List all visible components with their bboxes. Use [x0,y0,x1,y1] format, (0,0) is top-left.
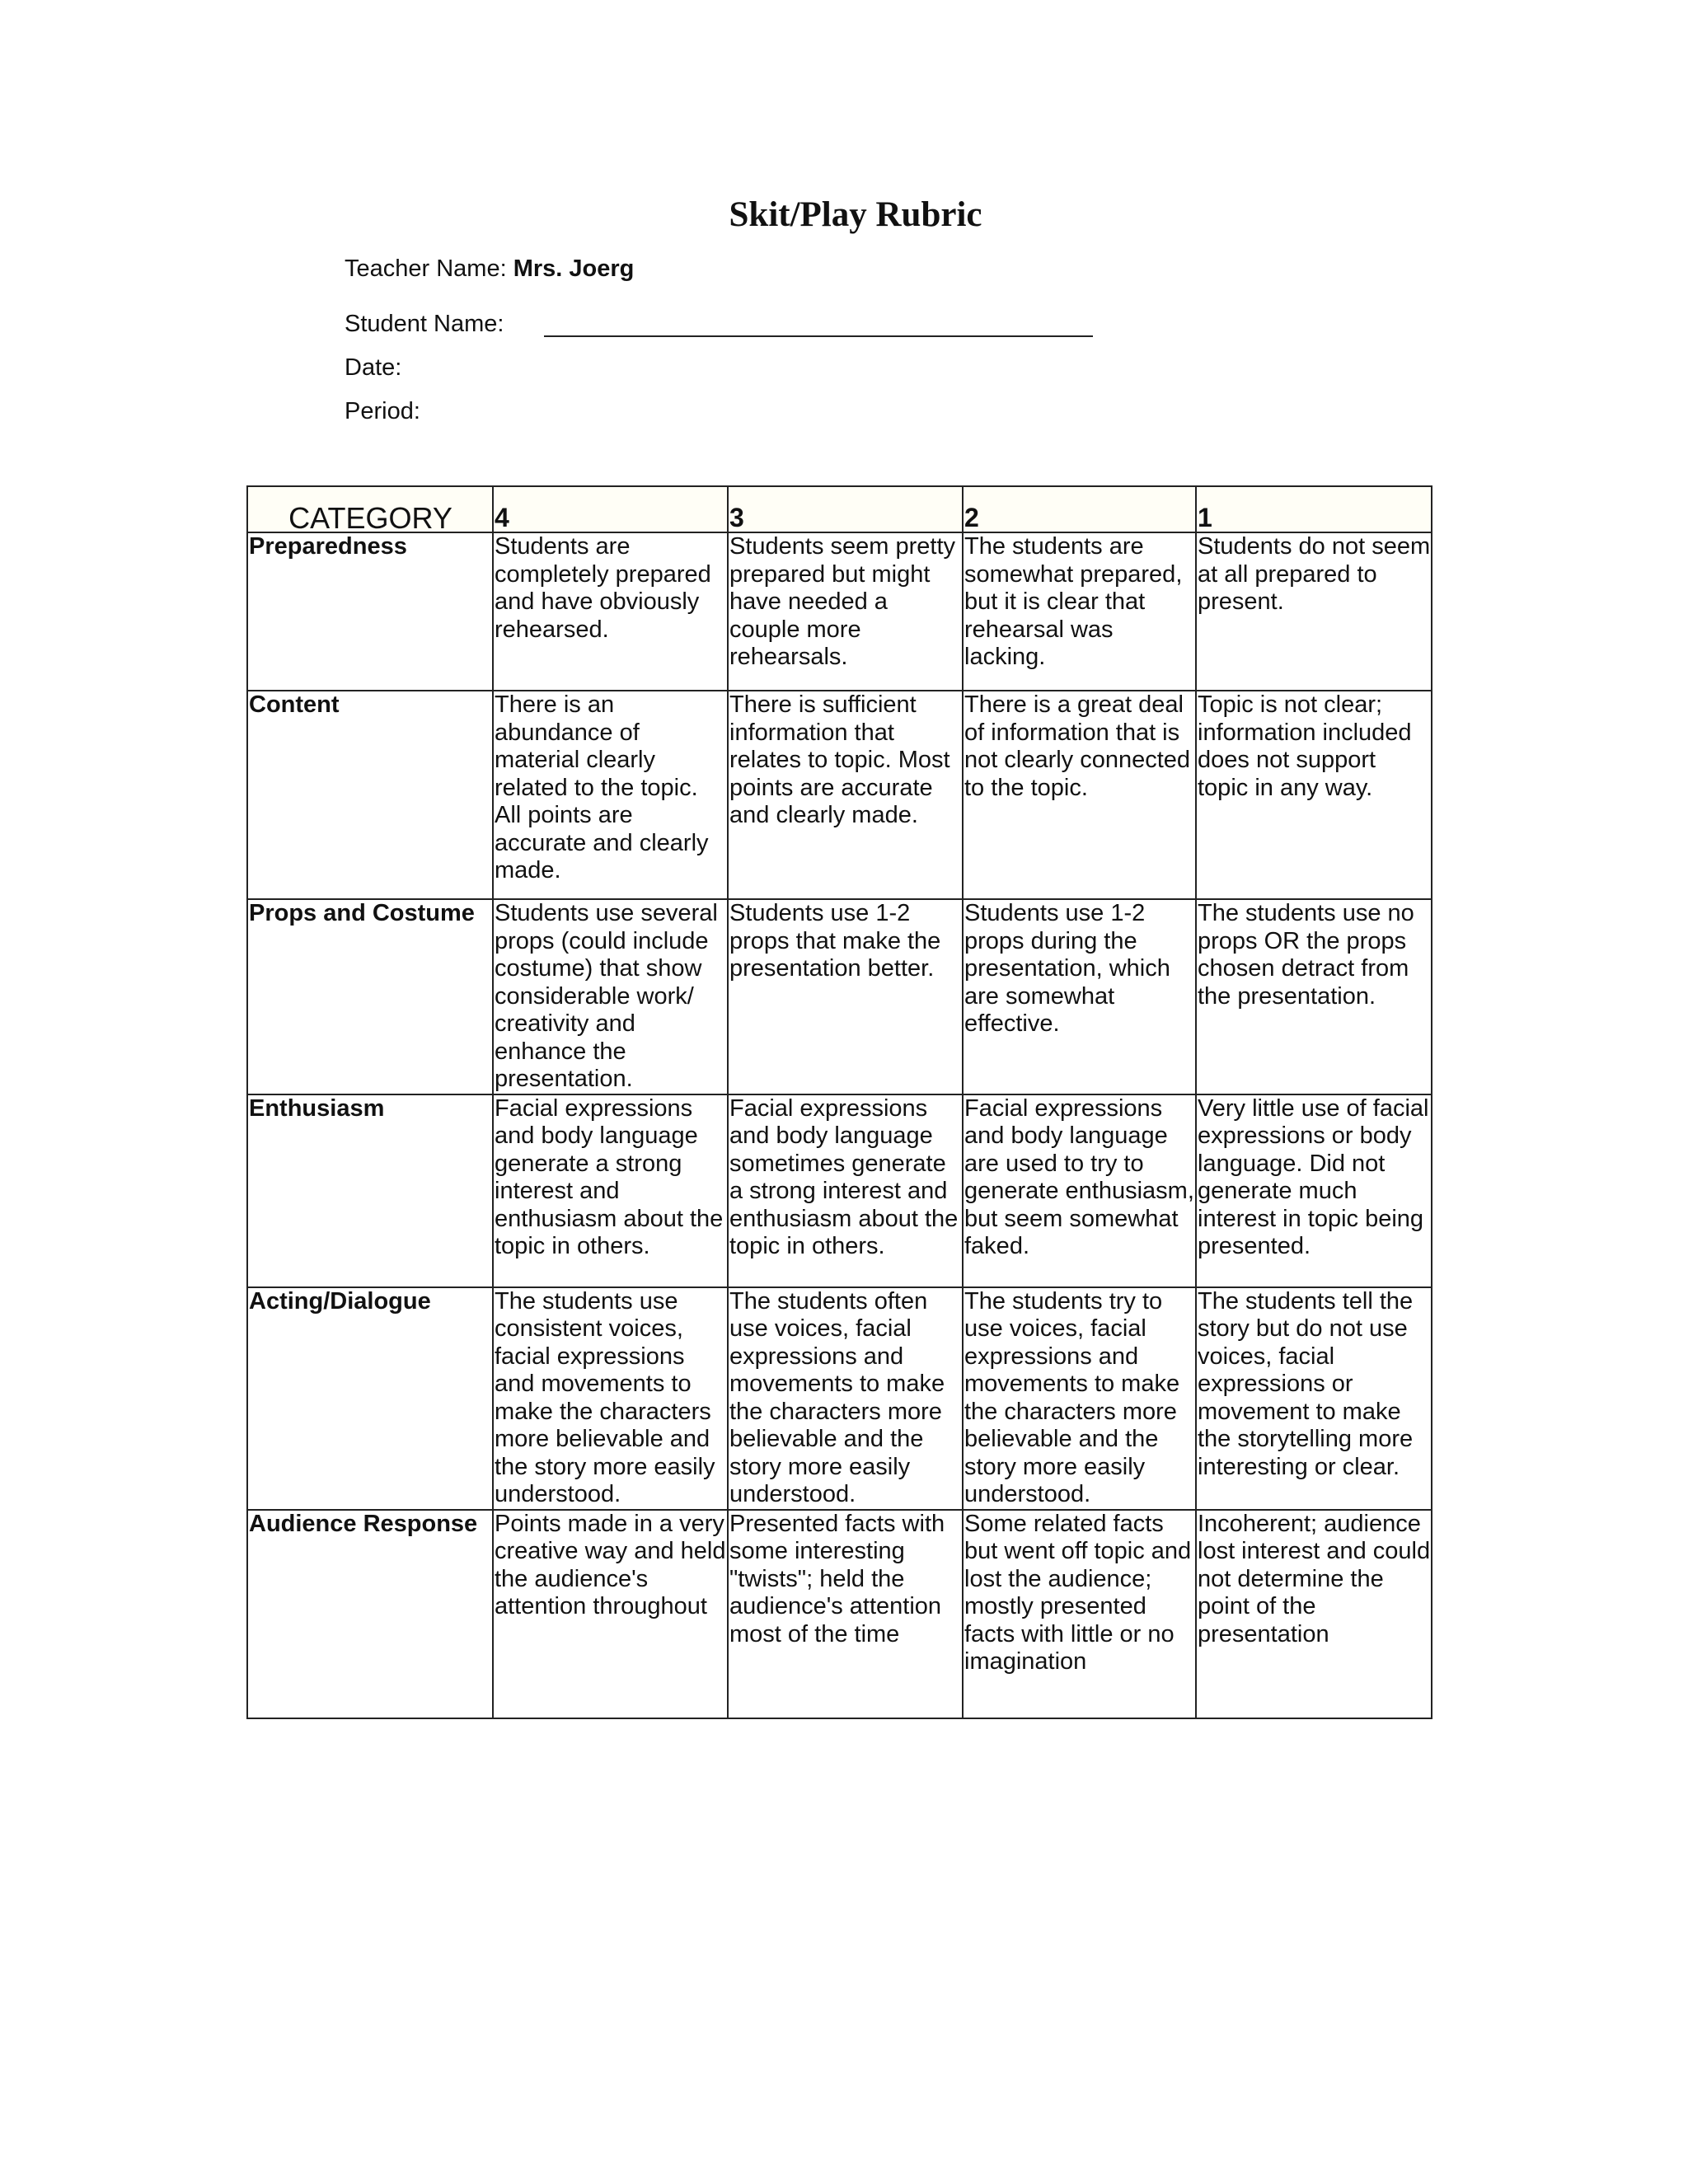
criteria-cell: Points made in a very creative way and held the audience's attention throughout [493,1510,728,1718]
category-cell: Audience Response [247,1510,493,1718]
criteria-cell: Very little use of facial expressions or body language. Did not generate much interest in topic being presented. [1196,1094,1432,1287]
date-label: Date: [345,354,402,381]
teacher-name-line [345,255,634,283]
table-row [247,532,1432,691]
header-score-3: 3 [728,486,963,532]
criteria-cell: Students use 1-2 props during the presentation, which are somewhat effective. [963,899,1196,1094]
criteria-cell: Incoherent; audience lost interest and could not determine the point of the presentation [1196,1510,1432,1718]
rubric-table [246,485,1432,1719]
criteria-cell: Some related facts but went off topic and lost the audience; mostly presented facts with little or no imagination [963,1510,1196,1718]
criteria-cell: Students use 1-2 props that make the presentation better. [728,899,963,1094]
criteria-cell: Students use several props (could include costume) that show considerable work/ creativity and enhance the presentation. [493,899,728,1094]
teacher-name-label: Teacher Name: [345,255,507,282]
period-label: Period: [345,398,420,424]
criteria-cell: Facial expressions and body language are used to try to generate enthusiasm, but seem somewhat faked. [963,1094,1196,1287]
table-row [247,691,1432,899]
table-row [247,899,1432,1094]
category-cell: Preparedness [247,532,493,691]
table-row [247,1510,1432,1718]
header-score-1: 1 [1196,486,1432,532]
criteria-cell: Students do not seem at all prepared to present. [1196,532,1432,691]
criteria-cell: The students use consistent voices, facial expressions and movements to make the characters more believable and the story more easily understood. [493,1287,728,1510]
header-score-2: 2 [963,486,1196,532]
criteria-cell: Facial expressions and body language generate a strong interest and enthusiasm about the topic in others. [493,1094,728,1287]
page-title: Skit/Play Rubric [729,195,982,234]
criteria-cell: The students often use voices, facial expressions and movements to make the characters more believable and the story more easily understood. [728,1287,963,1510]
criteria-cell: Students seem pretty prepared but might have needed a couple more rehearsals. [728,532,963,691]
table-row [247,1287,1432,1510]
criteria-cell: The students are somewhat prepared, but it is clear that rehearsal was lacking. [963,532,1196,691]
category-cell: Enthusiasm [247,1094,493,1287]
category-cell: Props and Costume [247,899,493,1094]
student-name-label: Student Name: [345,311,504,337]
criteria-cell: Topic is not clear; information included does not support topic in any way. [1196,691,1432,899]
criteria-cell: The students tell the story but do not use voices, facial expressions or movement to make the storytelling more interesting or clear. [1196,1287,1432,1510]
teacher-name-value: Mrs. Joerg [513,255,635,282]
criteria-cell: The students try to use voices, facial expressions and movements to make the characters more believable and the story more easily understood. [963,1287,1196,1510]
student-name-blank[interactable] [544,335,1093,337]
criteria-cell: There is an abundance of material clearly related to the topic. All points are accurate and clearly made. [493,691,728,899]
criteria-cell: There is a great deal of information that is not clearly connected to the topic. [963,691,1196,899]
criteria-cell: There is sufficient information that relates to topic. Most points are accurate and clearly made. [728,691,963,899]
header-row [247,486,1432,532]
table-row [247,1094,1432,1287]
criteria-cell: The students use no props OR the props chosen detract from the presentation. [1196,899,1432,1094]
criteria-cell: Students are completely prepared and have obviously rehearsed. [493,532,728,691]
header-score-4: 4 [493,486,728,532]
category-cell: Acting/Dialogue [247,1287,493,1510]
criteria-cell: Facial expressions and body language sometimes generate a strong interest and enthusiasm about the topic in others. [728,1094,963,1287]
header-category: CATEGORY [247,486,493,532]
category-cell: Content [247,691,493,899]
criteria-cell: Presented facts with some interesting "twists"; held the audience's attention most of the time [728,1510,963,1718]
